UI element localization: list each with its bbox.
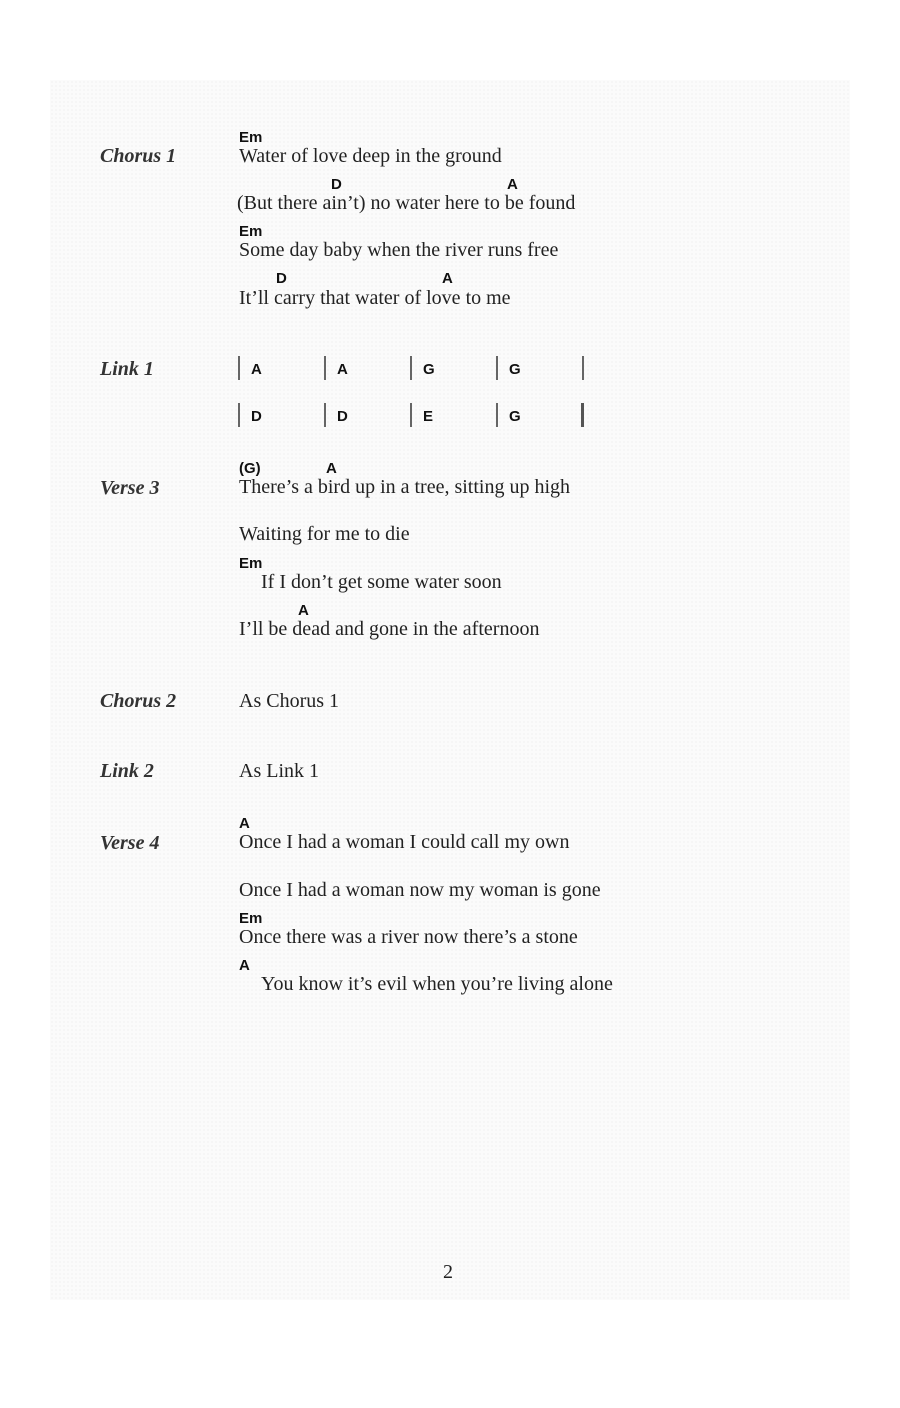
chord: D bbox=[331, 176, 342, 193]
chord: E bbox=[423, 408, 434, 425]
chord: A bbox=[507, 176, 518, 193]
lyric-line: Once I had a woman now my woman is gone bbox=[239, 879, 601, 901]
lyric-line: If I don’t get some water soon bbox=[261, 571, 502, 593]
lyric-line: I’ll be dead and gone in the afternoon bbox=[239, 618, 540, 640]
section-label-verse-4: Verse 4 bbox=[100, 832, 160, 854]
lyric-line: Once I had a woman I could call my own bbox=[239, 831, 570, 853]
bar-line bbox=[582, 356, 584, 380]
lyric-line: Waiting for me to die bbox=[239, 523, 410, 545]
section-label-chorus-2: Chorus 2 bbox=[100, 690, 177, 712]
lyric-line: (But there ain’t) no water here to be found bbox=[237, 192, 576, 214]
chord: D bbox=[251, 408, 262, 425]
chord: G bbox=[509, 408, 521, 425]
section-label-link-2: Link 2 bbox=[100, 760, 154, 782]
chord: A bbox=[298, 602, 309, 619]
page-number: 2 bbox=[443, 1261, 453, 1283]
lyric-line: Some day baby when the river runs free bbox=[239, 239, 559, 261]
chord: A bbox=[442, 270, 453, 287]
bar-line bbox=[238, 403, 240, 427]
chord: G bbox=[509, 361, 521, 378]
chord: A bbox=[239, 957, 250, 974]
chord: Em bbox=[239, 910, 263, 927]
section-label-verse-3: Verse 3 bbox=[100, 477, 160, 499]
chord: A bbox=[326, 460, 337, 477]
chord: A bbox=[251, 361, 262, 378]
lyric-line: You know it’s evil when you’re living alone bbox=[261, 973, 613, 995]
section-instruction: As Chorus 1 bbox=[239, 690, 340, 712]
lyric-line: There’s a bird up in a tree, sitting up high bbox=[239, 476, 571, 498]
bar-line bbox=[496, 356, 498, 380]
bar-line bbox=[410, 356, 412, 380]
chord: Em bbox=[239, 129, 263, 146]
chord: D bbox=[337, 408, 348, 425]
lyric-line: It’ll carry that water of love to me bbox=[239, 287, 511, 309]
chord: (G) bbox=[239, 460, 261, 477]
lyric-line: Once there was a river now there’s a stone bbox=[239, 926, 578, 948]
bar-line bbox=[496, 403, 498, 427]
bar-line bbox=[324, 356, 326, 380]
chord: A bbox=[239, 815, 250, 832]
chord: G bbox=[423, 361, 435, 378]
lyric-line: Water of love deep in the ground bbox=[239, 145, 502, 167]
bar-line bbox=[410, 403, 412, 427]
bar-line bbox=[324, 403, 326, 427]
section-label-chorus-1: Chorus 1 bbox=[100, 145, 177, 167]
section-label-link-1: Link 1 bbox=[100, 358, 154, 380]
final-bar-line bbox=[581, 403, 584, 427]
chord: Em bbox=[239, 555, 263, 572]
bar-line bbox=[238, 356, 240, 380]
chord: D bbox=[276, 270, 287, 287]
chord: A bbox=[337, 361, 348, 378]
chord: Em bbox=[239, 223, 263, 240]
section-instruction: As Link 1 bbox=[239, 760, 319, 782]
